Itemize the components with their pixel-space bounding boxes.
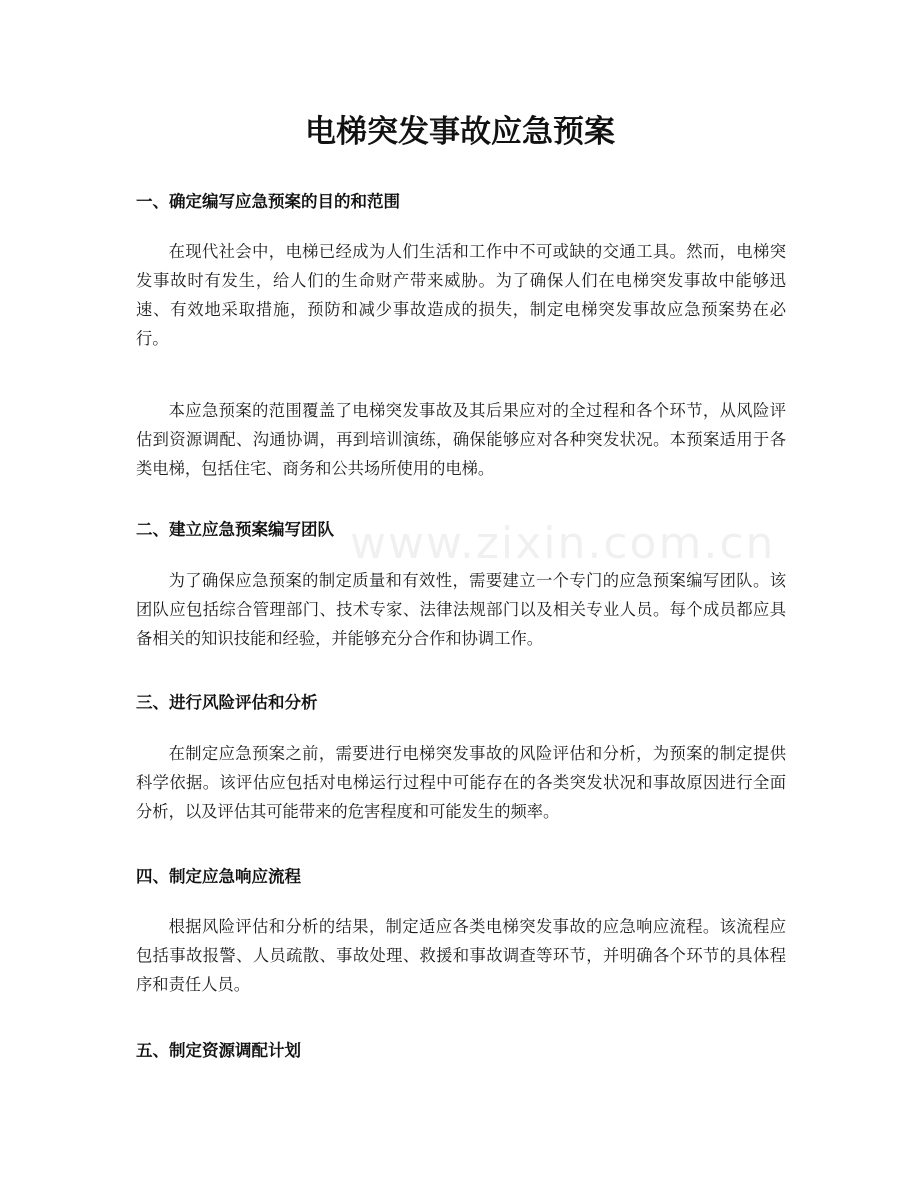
page-title: 电梯突发事故应急预案 [305,114,615,150]
section-heading-1: 一、确定编写应急预案的目的和范围 [136,192,400,211]
section-1-paragraph-2: 本应急预案的范围覆盖了电梯突发事故及其后果应对的全过程和各个环节，从风险评估到资源调配、沟通协调，再到培训演练，确保能够应对各种突发状况。本预案适用于各类电梯，包括住宅、商务和公共场所使用的电梯。 [136,401,786,478]
section-3-paragraph-1: 在制定应急预案之前，需要进行电梯突发事故的风险评估和分析，为预案的制定提供科学依据。该评估应包括对电梯运行过程中可能存在的各类突发状况和事故原因进行全面分析，以及评估其可能带来的危害程度和可能发生的频率。 [136,744,786,821]
section-heading-5: 五、制定资源调配计划 [136,1041,301,1060]
section-1-paragraph-1: 在现代社会中，电梯已经成为人们生活和工作中不可或缺的交通工具。然而，电梯突发事故时有发生，给人们的生命财产带来威胁。为了确保人们在电梯突发事故中能够迅速、有效地采取措施，预防和减少事故造成的损失，制定电梯突发事故应急预案势在必行。 [136,242,786,348]
section-2-paragraph-1: 为了确保应急预案的制定质量和有效性，需要建立一个专门的应急预案编写团队。该团队应包括综合管理部门、技术专家、法律法规部门以及相关专业人员。每个成员都应具备相关的知识技能和经验，并能够充分合作和协调工作。 [136,571,786,648]
watermark: www.zixin.com.cn [350,518,776,569]
section-heading-2: 二、建立应急预案编写团队 [136,520,334,539]
section-heading-4: 四、制定应急响应流程 [136,867,301,886]
section-4-paragraph-1: 根据风险评估和分析的结果，制定适应各类电梯突发事故的应急响应流程。该流程应包括事故报警、人员疏散、事故处理、救援和事故调查等环节，并明确各个环节的具体程序和责任人员。 [136,917,786,994]
section-heading-3: 三、进行风险评估和分析 [136,693,318,712]
